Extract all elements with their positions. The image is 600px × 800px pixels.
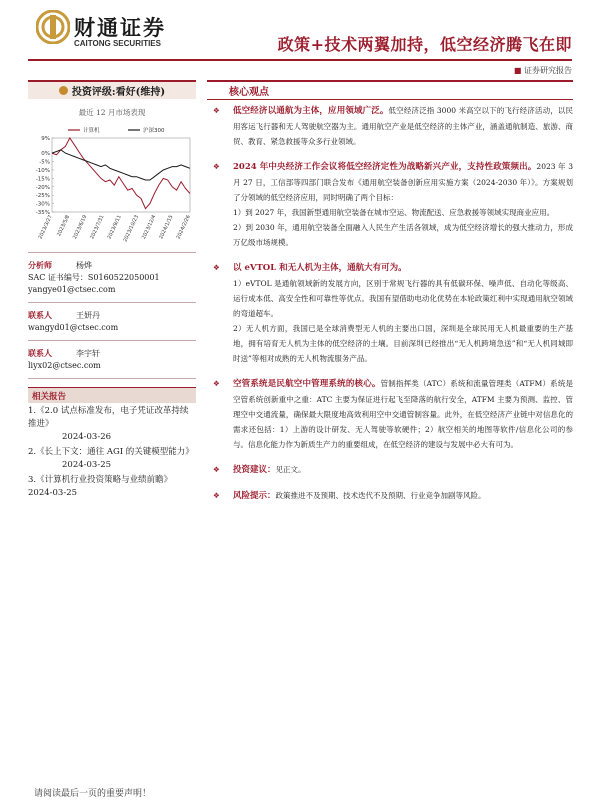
contact-info-2 — [28, 347, 196, 372]
medal-icon — [59, 86, 68, 95]
legend-label: 沪深300 — [143, 128, 165, 134]
contact-label: 联系人 — [28, 310, 52, 320]
analyst-label: 分析师 — [28, 260, 52, 270]
market-performance-chart — [28, 124, 196, 246]
point-body: 低空经济泛指 3000 米高空以下的飞行经济活动，以民用客运飞行器和无人驾驶航空器为主。通用航空产业是低空经济的主体产业，涵盖通航制造、旅游、商贸、教育、紧急救援等众多行业领域。 — [233, 106, 573, 146]
header-divider — [28, 59, 572, 61]
sidebar-divider — [28, 340, 196, 341]
point-headline: 风险提示： — [233, 491, 276, 501]
logo-text-en: CAITONG SECURITIES — [74, 39, 161, 48]
point-headline: 2024 年中央经济工作会议将低空经济定性为战略新兴产业，支持性政策频出。 — [233, 162, 537, 172]
logo-mark-icon — [36, 10, 70, 44]
x-tick-label: 2023/3/27 — [37, 214, 54, 241]
contact-name: 王妍丹 — [76, 311, 100, 320]
x-tick-label: 2023/9/11 — [106, 214, 123, 241]
point-subitem: 2）无人机方面，我国已是全球消费型无人机的主要出口国，深圳是全球民用无人机最重要的生产基地，拥有培育无人机为主体的低空经济的土壤。目前深圳已经推出“无人机跨境急送”和“无人机同城即时送”等相对成熟的无人机物流服务产品。 — [233, 324, 573, 363]
point-5 — [207, 462, 573, 478]
y-tick-label: -30% — [35, 201, 50, 208]
y-tick-label: 0% — [41, 151, 50, 158]
series-line-1 — [52, 150, 190, 180]
report-title: 政策+技术两翼加持，低空经济腾飞在即 — [277, 35, 572, 54]
investment-rating — [28, 80, 196, 99]
y-tick-label: -35% — [35, 210, 50, 216]
point-subitem: 1）到 2027 年，我国新型通用航空装备在城市空运、物流配送、应急救援等领域实现商业应用。 — [233, 208, 555, 217]
diamond-bullet-icon: ❖ — [213, 263, 220, 272]
sidebar-divider — [28, 302, 196, 303]
point-headline: 低空经济以通航为主体，应用领域广泛。 — [233, 106, 389, 116]
contact-info-1 — [28, 309, 196, 334]
related-report-date: 2024-03-25 — [62, 460, 112, 470]
related-report-title[interactable]: 1.《2.0 试点标准发布，电子凭证改革持续推进》 — [28, 406, 189, 429]
x-tick-label: 2023/6/19 — [72, 214, 89, 241]
diamond-bullet-icon: ❖ — [213, 465, 220, 474]
x-tick-label: 2023/5/8 — [56, 214, 72, 238]
point-2 — [207, 159, 573, 250]
y-tick-label: -25% — [35, 193, 50, 200]
point-body: 见正文。 — [275, 465, 306, 474]
x-tick-label: 2023/10/23 — [122, 214, 141, 243]
logo-text-cn: 财通证券 — [74, 16, 166, 40]
analyst-name: 杨烨 — [76, 261, 92, 270]
main-content — [207, 80, 573, 504]
core-views-heading: 核心观点 — [207, 80, 573, 100]
sidebar — [28, 80, 196, 500]
point-subitem: 2）到 2030 年，通用航空装备全面融入人民生产生活各领域，成为低空经济增长的强大推动力，形成万亿级市场规模。 — [233, 223, 573, 247]
y-tick-label: -20% — [35, 184, 50, 191]
related-reports-list — [28, 405, 196, 500]
contact-name: 李宇轩 — [76, 349, 100, 358]
x-tick-label: 2023/7/31 — [89, 214, 106, 241]
related-report-title[interactable]: 3.《计算机行业投资策略与业绩前瞻》 — [28, 475, 173, 485]
chart-caption: 最近 12 月市场表现 — [78, 108, 146, 117]
sidebar-divider — [28, 252, 196, 253]
legend-label: 计算机 — [83, 128, 100, 134]
related-report-item[interactable] — [28, 405, 196, 444]
x-tick-label: 2024/2/26 — [175, 214, 192, 241]
related-report-title[interactable]: 2.《长上下文：通往 AGI 的关键模型能力》 — [28, 447, 194, 457]
footer-disclaimer: 请阅读最后一页的重要声明！ — [34, 789, 152, 799]
point-4 — [207, 376, 573, 452]
diamond-bullet-icon: ❖ — [213, 106, 220, 115]
chart-plot-area — [52, 138, 190, 212]
point-subitem: 1）eVTOL 是通航领域新的发展方向，区别于常规飞行器的具有低碳环保、噪声低、自动化等级高、运行成本低、高安全性和可靠性等优点。我国有望借助电动化优势在本轮政策红利中实现通用航空领域的弯道超车。 — [233, 279, 573, 318]
diamond-bullet-icon: ❖ — [213, 491, 220, 500]
point-body: 2023 年 3 月 27 日，工信部等四部门联合发布《通用航空装备创新应用实施方案（2024-2030 年）》。方案规划了分领域的低空经济应用，同时明确了两个目标： — [233, 162, 573, 202]
related-report-item[interactable] — [28, 446, 196, 472]
related-report-item[interactable] — [28, 474, 196, 500]
contact-label: 联系人 — [28, 348, 52, 358]
rating-text: 投资评级:看好(维持) — [71, 87, 166, 98]
point-3 — [207, 260, 573, 366]
contact-email[interactable]: wangyd01@ctsec.com — [28, 323, 119, 332]
point-body: 政策推进不及预期、技术迭代不及预期、行业竞争加剧等风险。 — [275, 491, 486, 500]
diamond-bullet-icon: ❖ — [213, 162, 220, 171]
point-headline: 投资建议： — [233, 465, 276, 475]
y-tick-label: 9% — [41, 136, 50, 142]
analyst-cert: SAC 证书编号：S0160522050001 — [28, 273, 160, 282]
report-type-label: ■ 证券研究报告 — [513, 66, 572, 75]
point-headline: 空管系统是民航空中管理系统的核心。 — [233, 379, 381, 389]
x-tick-label: 2023/12/4 — [141, 214, 158, 241]
y-tick-label: -5% — [39, 159, 50, 166]
point-headline: 以 eVTOL 和无人机为主体，通航大有可为。 — [233, 263, 407, 273]
point-1 — [207, 103, 573, 149]
analyst-info — [28, 259, 196, 296]
series-line-0 — [52, 138, 190, 209]
related-report-date: 2024-03-26 — [62, 432, 112, 442]
point-6 — [207, 488, 573, 504]
contact-email[interactable]: liyx02@ctsec.com — [28, 361, 101, 370]
analyst-email[interactable]: yangye01@ctsec.com — [28, 285, 116, 294]
x-tick-label: 2024/1/15 — [158, 214, 175, 241]
y-tick-label: -15% — [35, 176, 50, 183]
related-reports-heading: 相关报告 — [28, 387, 196, 403]
y-tick-label: -10% — [35, 167, 50, 174]
company-logo — [28, 8, 188, 50]
related-report-date: 2024-03-25 — [28, 488, 78, 498]
diamond-bullet-icon: ❖ — [213, 379, 220, 388]
sidebar-divider — [28, 378, 196, 379]
point-body: 管制指挥类（ATC）系统和流量管理类（ATFM）系统是空管系统创新重中之重：ATC 主要为保证进行起飞至降落的航行安全，ATFM 主要为预测、监控、管理空中交通流量，确保最大限度地高效利用空中交通管制容量。此外，在低空经济产业链中对信息化的需求还包括：1）上游的设计研发、无人驾驶等软硬件；2）航空相关的地图等软件/信息化公司的参与。信息化能力作为新质生产力的重要组成，在低空经济的建设与发展中必大有可为。 — [233, 379, 573, 449]
